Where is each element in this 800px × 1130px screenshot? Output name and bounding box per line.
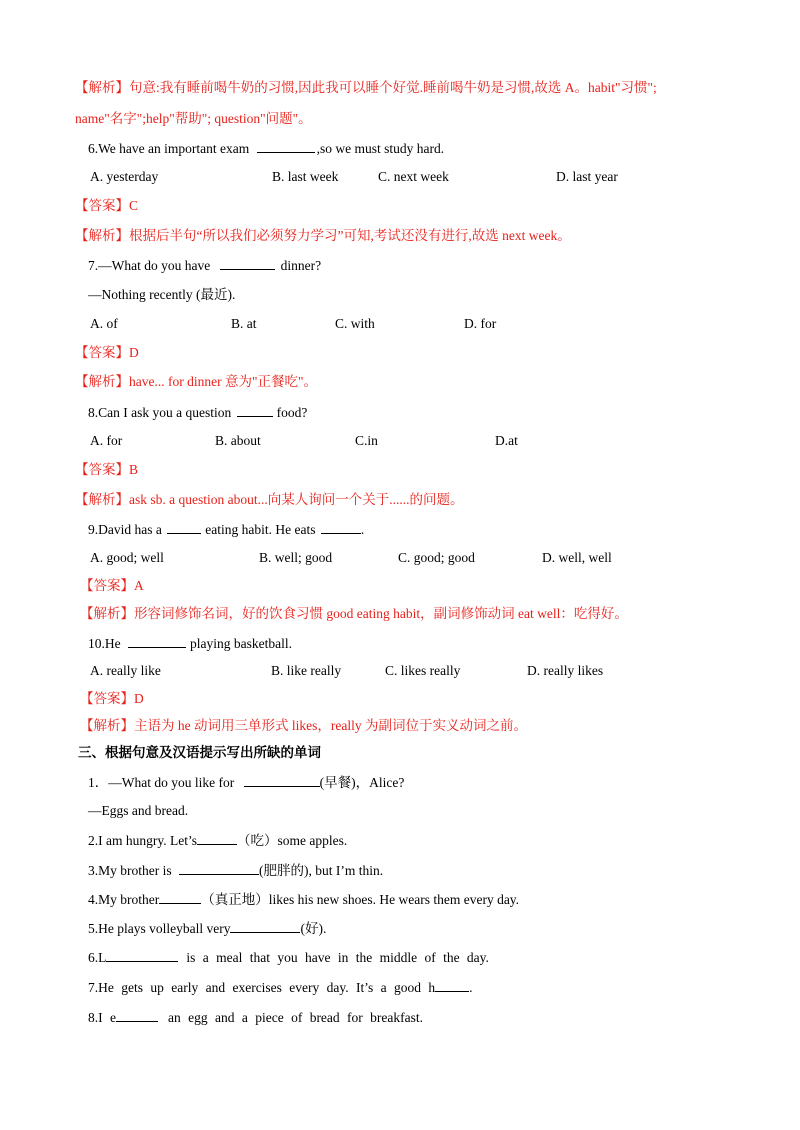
q6-stem-a: 6.We have an important exam bbox=[88, 141, 250, 156]
q10-option-a: A. really like bbox=[90, 663, 161, 678]
s3-sentence-6 bbox=[88, 948, 489, 967]
q9-option-a: A. good; well bbox=[90, 550, 164, 565]
q10-stem-b: playing basketball. bbox=[190, 636, 292, 651]
q6-option-c: C. next week bbox=[378, 169, 449, 184]
q7-option-d: D. for bbox=[464, 316, 497, 331]
s3-sentence-1 bbox=[88, 773, 404, 792]
q7-blank bbox=[220, 256, 275, 270]
q8-answer: 【答案】B bbox=[75, 462, 139, 477]
s3-sentence-5 bbox=[88, 919, 326, 938]
q9-option-b: B. well; good bbox=[259, 550, 333, 565]
s3-8-b: an egg and a piece of bread for breakfast. bbox=[168, 1010, 424, 1025]
q9-blank-1 bbox=[167, 520, 201, 534]
q10-answer: 【答案】D bbox=[80, 691, 144, 706]
q8-option-c: C.in bbox=[355, 433, 378, 448]
q7-stem-a: 7.—What do you have bbox=[88, 258, 211, 273]
s3-5-a: 5.He plays volleyball very bbox=[88, 921, 231, 936]
s3-5-blank bbox=[230, 919, 300, 933]
q10-option-c: C. likes really bbox=[385, 663, 461, 678]
s3-sentence-1-reply: —Eggs and bread. bbox=[88, 803, 189, 818]
q9-stem-c: . bbox=[360, 522, 365, 537]
q7-option-c: C. with bbox=[335, 316, 375, 331]
s3-1-b: (早餐)，Alice? bbox=[319, 775, 405, 790]
q7-stem bbox=[88, 256, 321, 275]
q7-stem-b: dinner? bbox=[280, 258, 322, 273]
s3-sentence-7 bbox=[88, 978, 473, 997]
s3-7-a: 7.He gets up early and exercises every day. It’s a good h bbox=[88, 980, 436, 995]
q9-answer: 【答案】A bbox=[80, 578, 144, 593]
q10-stem-a: 10.He bbox=[88, 636, 121, 651]
q9-stem-b: eating habit. He eats bbox=[205, 522, 316, 537]
q6-blank bbox=[257, 139, 315, 153]
s3-6-blank bbox=[106, 948, 178, 962]
s3-5-b: (好). bbox=[300, 921, 327, 936]
s3-8-a: 8.I e bbox=[88, 1010, 116, 1025]
s3-sentence-2 bbox=[88, 831, 347, 850]
s3-6-a: 6.L bbox=[88, 950, 107, 965]
q10-analysis: 【解析】主语为 he 动词用三单形式 likes，really 为副词位于实义动词之前。 bbox=[80, 718, 527, 733]
q5-analysis-line-2: name"名字";help"帮助"; question"问题"。 bbox=[75, 111, 312, 126]
q6-option-b: B. last week bbox=[272, 169, 339, 184]
q10-blank bbox=[128, 634, 186, 648]
s3-4-b: （真正地）likes his new shoes. He wears them every day. bbox=[201, 892, 520, 907]
q7-analysis: 【解析】have... for dinner 意为"正餐吃"。 bbox=[75, 374, 317, 389]
q8-analysis: 【解析】ask sb. a question about...向某人询问一个关于......的问题。 bbox=[75, 492, 464, 507]
s3-4-a: 4.My brother bbox=[88, 892, 160, 907]
q7-option-b: B. at bbox=[231, 316, 257, 331]
q10-stem bbox=[88, 634, 292, 653]
s3-8-blank bbox=[116, 1008, 158, 1022]
q8-option-d: D.at bbox=[495, 433, 518, 448]
s3-6-b: is a meal that you have in the middle of the day. bbox=[186, 950, 489, 965]
q8-option-b: B. about bbox=[215, 433, 261, 448]
q6-answer: 【答案】C bbox=[75, 198, 139, 213]
q9-stem-a: 9.David has a bbox=[88, 522, 162, 537]
s3-1-a: 1．—What do you like for bbox=[88, 775, 235, 790]
q10-option-d: D. really likes bbox=[527, 663, 604, 678]
q8-stem-a: 8.Can I ask you a question bbox=[88, 405, 232, 420]
s3-sentence-4 bbox=[88, 890, 519, 909]
s3-7-blank bbox=[435, 978, 469, 992]
q6-stem-b: ,so we must study hard. bbox=[316, 141, 445, 156]
q9-analysis: 【解析】形容词修饰名词，好的饮食习惯 good eating habit，副词修饰动词 eat well：吃得好。 bbox=[80, 606, 628, 621]
q6-option-d: D. last year bbox=[556, 169, 618, 184]
q9-blank-2 bbox=[321, 520, 361, 534]
q8-stem-b: food? bbox=[276, 405, 308, 420]
q6-stem bbox=[88, 139, 444, 158]
s3-3-a: 3.My brother is bbox=[88, 863, 172, 878]
q7-reply: —Nothing recently (最近). bbox=[88, 287, 236, 302]
s3-7-b: . bbox=[469, 980, 473, 995]
section-3-heading: 三、根据句意及汉语提示写出所缺的单词 bbox=[78, 745, 321, 760]
s3-4-blank bbox=[159, 890, 201, 904]
s3-3-b: (肥胖的), but I’m thin. bbox=[259, 863, 384, 878]
s3-sentence-3 bbox=[88, 861, 383, 880]
q7-answer: 【答案】D bbox=[75, 345, 139, 360]
q9-option-c: C. good; good bbox=[398, 550, 475, 565]
q9-option-d: D. well, well bbox=[542, 550, 612, 565]
q7-option-a: A. of bbox=[90, 316, 118, 331]
q8-stem bbox=[88, 403, 307, 422]
s3-1-blank bbox=[244, 773, 320, 787]
s3-sentence-8 bbox=[88, 1008, 423, 1027]
q6-option-a: A. yesterday bbox=[90, 169, 159, 184]
q5-analysis-line-1: 【解析】句意:我有睡前喝牛奶的习惯,因此我可以睡个好觉.睡前喝牛奶是习惯,故选 A。habit"习惯"; bbox=[75, 80, 657, 95]
q9-stem bbox=[88, 520, 364, 539]
q8-blank bbox=[237, 403, 273, 417]
s3-3-blank bbox=[179, 861, 259, 875]
s3-2-blank bbox=[197, 831, 237, 845]
q6-analysis: 【解析】根据后半句“所以我们必须努力学习”可知,考试还没有进行,故选 next week。 bbox=[75, 228, 571, 243]
s3-2-a: 2.I am hungry. Let’s bbox=[88, 833, 197, 848]
q10-option-b: B. like really bbox=[271, 663, 342, 678]
s3-2-b: （吃）some apples. bbox=[236, 833, 348, 848]
q8-option-a: A. for bbox=[90, 433, 123, 448]
